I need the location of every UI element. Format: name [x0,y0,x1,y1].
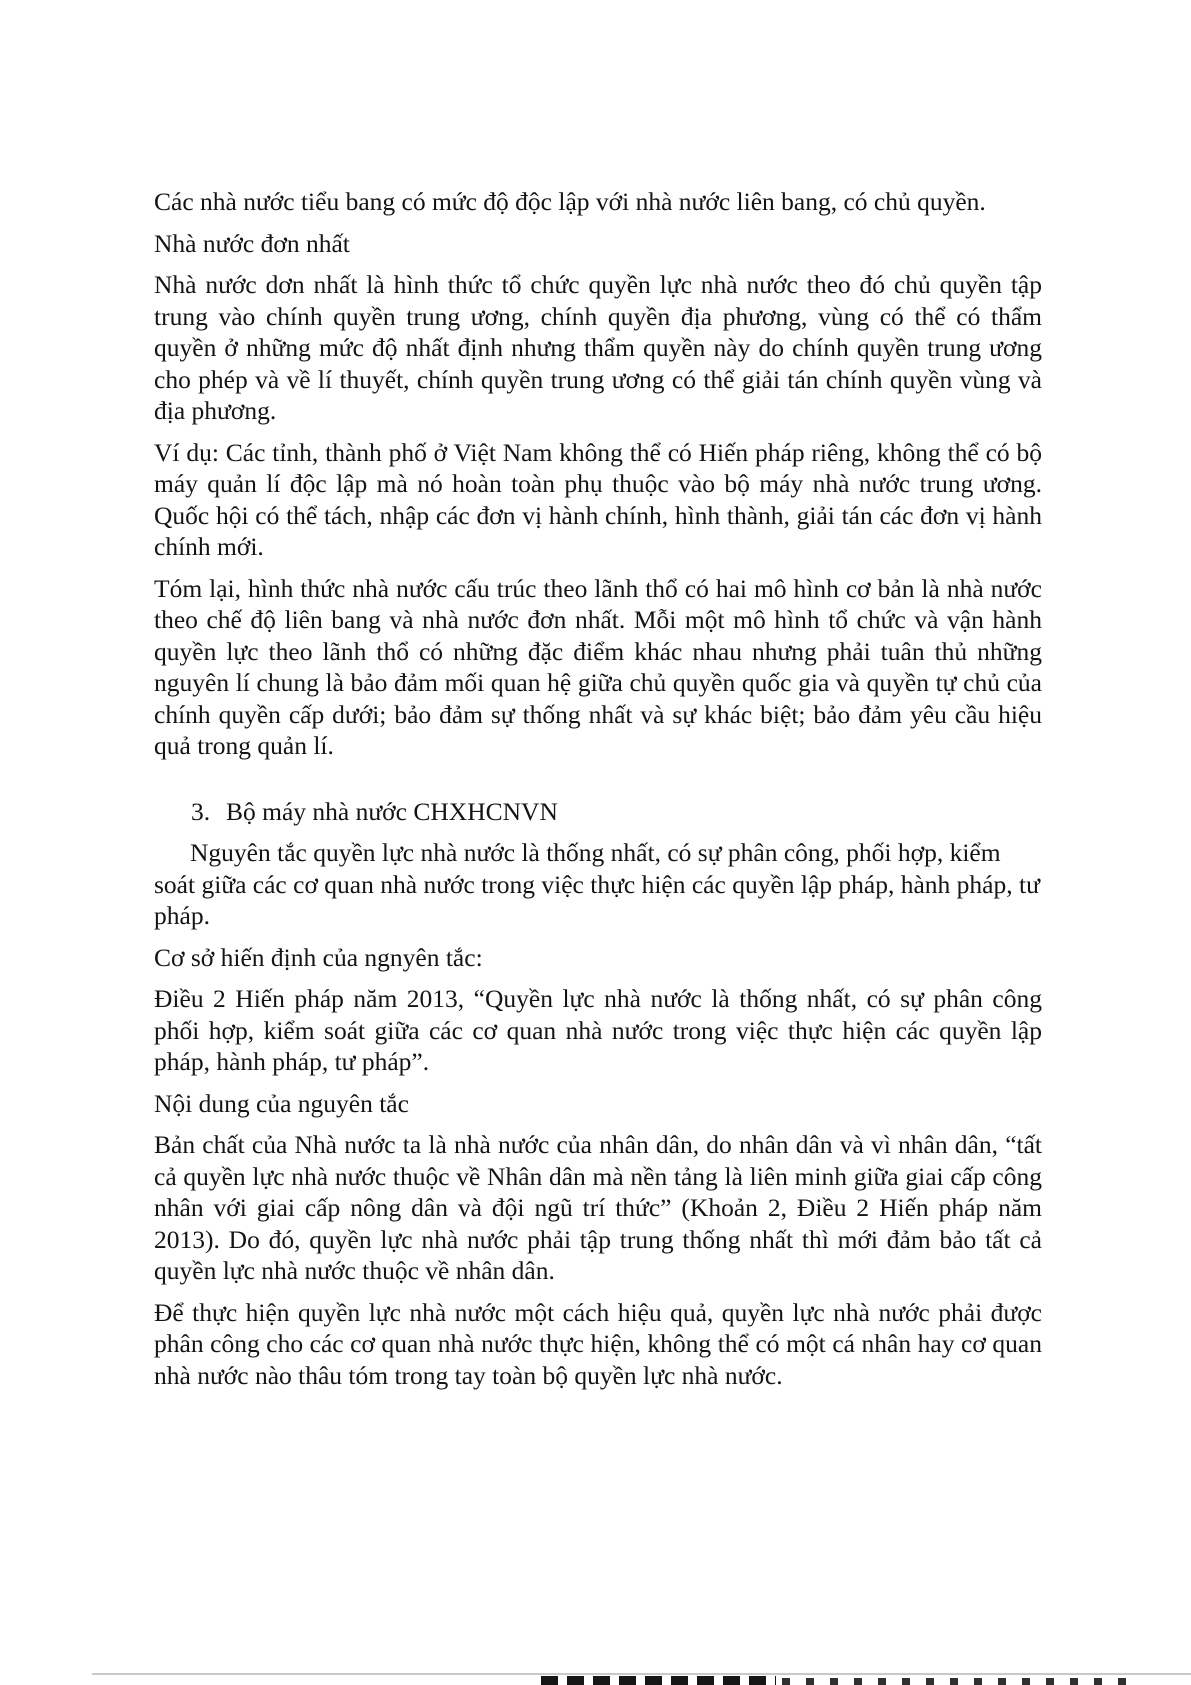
section-number: 3. [191,796,211,826]
paragraph-example-vietnam: Ví dụ: Các tỉnh, thành phố ở Việt Nam không thể có Hiến pháp riêng, không thể có bộ máy quản lí độc lập mà nó hoàn toàn phụ thuộc vào bộ máy nhà nước trung ương. Quốc hội có thể tách, nhập các đơn vị hành chính, hình thành, giải tán các đơn vị hành chính mới. [154,437,1042,561]
paragraph-power-assignment: Để thực hiện quyền lực nhà nước một cách hiệu quả, quyền lực nhà nước phải được phân công cho các cơ quan nhà nước thực hiện, không thể có một cá nhân hay cơ quan nhà nước nào thâu tóm trong tay toàn bộ quyền lực nhà nước. [154,1297,1042,1390]
clipped-text-fragment [782,1678,1140,1685]
paragraph-summary-territorial-structure: Tóm lại, hình thức nhà nước cấu trúc theo lãnh thổ có hai mô hình cơ bản là nhà nước theo chế độ liên bang và nhà nước đơn nhất. Mỗi một mô hình tổ chức và vận hành quyền lực theo lãnh thổ có những đặc điểm khác nhau nhưng phải tuân thủ những nguyên lí chung là bảo đảm mối quan hệ giữa chủ quyền quốc gia và quyền tự chủ của chính quyền cấp dưới; bảo đảm sự thống nhất và sự khác biệt; bảo đảm yêu cầu hiệu quả trong quản lí. [154,573,1042,760]
clipped-next-page-edge [0,1671,1191,1685]
page-divider-line [92,1673,1191,1675]
paragraph-unitary-state-title: Nhà nước đơn nhất [154,228,350,258]
paragraph-article-2-constitution: Điều 2 Hiến pháp năm 2013, “Quyền lực nhà nước là thống nhất, có sự phân công phối hợp, kiểm soát giữa các cơ quan nhà nước trong việc thực hiện các quyền lập pháp, hành pháp, tư pháp”. [154,984,1042,1076]
paragraph-state-nature: Bản chất của Nhà nước ta là nhà nước của nhân dân, do nhân dân và vì nhân dân, “tất cả quyền lực nhà nước thuộc về Nhân dân mà nền tảng là liên minh giữa giai cấp công nhân với giai cấp nông dân và đội ngũ trí thức” (Khoản 2, Điều 2 Hiến pháp năm 2013). Do đó, quyền lực nhà nước phải tập trung thống nhất thì mới đảm bảo tất cả quyền lực nhà nước thuộc về nhân dân. [154,1130,1042,1285]
paragraph-unitary-state-definition: Nhà nước dơn nhất là hình thức tổ chức quyền lực nhà nước theo đó chủ quyền tập trung vào chính quyền trung ương, chính quyền địa phương, vùng có thể có thẩm quyền ở những mức độ nhất định nhưng thẩm quyền này do chính quyền trung ương cho phép và về lí thuyết, chính quyền trung ương có thể giải tán chính quyền vùng và địa phương. [154,270,1042,425]
paragraph-principle-content-label: Nội dung của nguyên tắc [154,1088,409,1118]
paragraph-power-unity-principle: Nguyên tắc quyền lực nhà nước là thống nhất, có sự phân công, phối hợp, kiểm soát giữa các cơ quan nhà nước trong việc thực hiện các quyền lập pháp, hành pháp, tư pháp. [154,838,1040,930]
paragraph-federal-states: Các nhà nước tiểu bang có mức độ độc lập với nhà nước liên bang, có chủ quyền. [154,187,986,216]
section-heading [154,796,1042,828]
page-text-area [154,186,1042,1401]
paragraph-constitutional-basis-label: Cơ sở hiến định của ngnyên tắc: [154,942,483,972]
section-title: Bộ máy nhà nước CHXHCNVN [226,796,558,826]
clipped-text-fragment [541,1676,776,1685]
